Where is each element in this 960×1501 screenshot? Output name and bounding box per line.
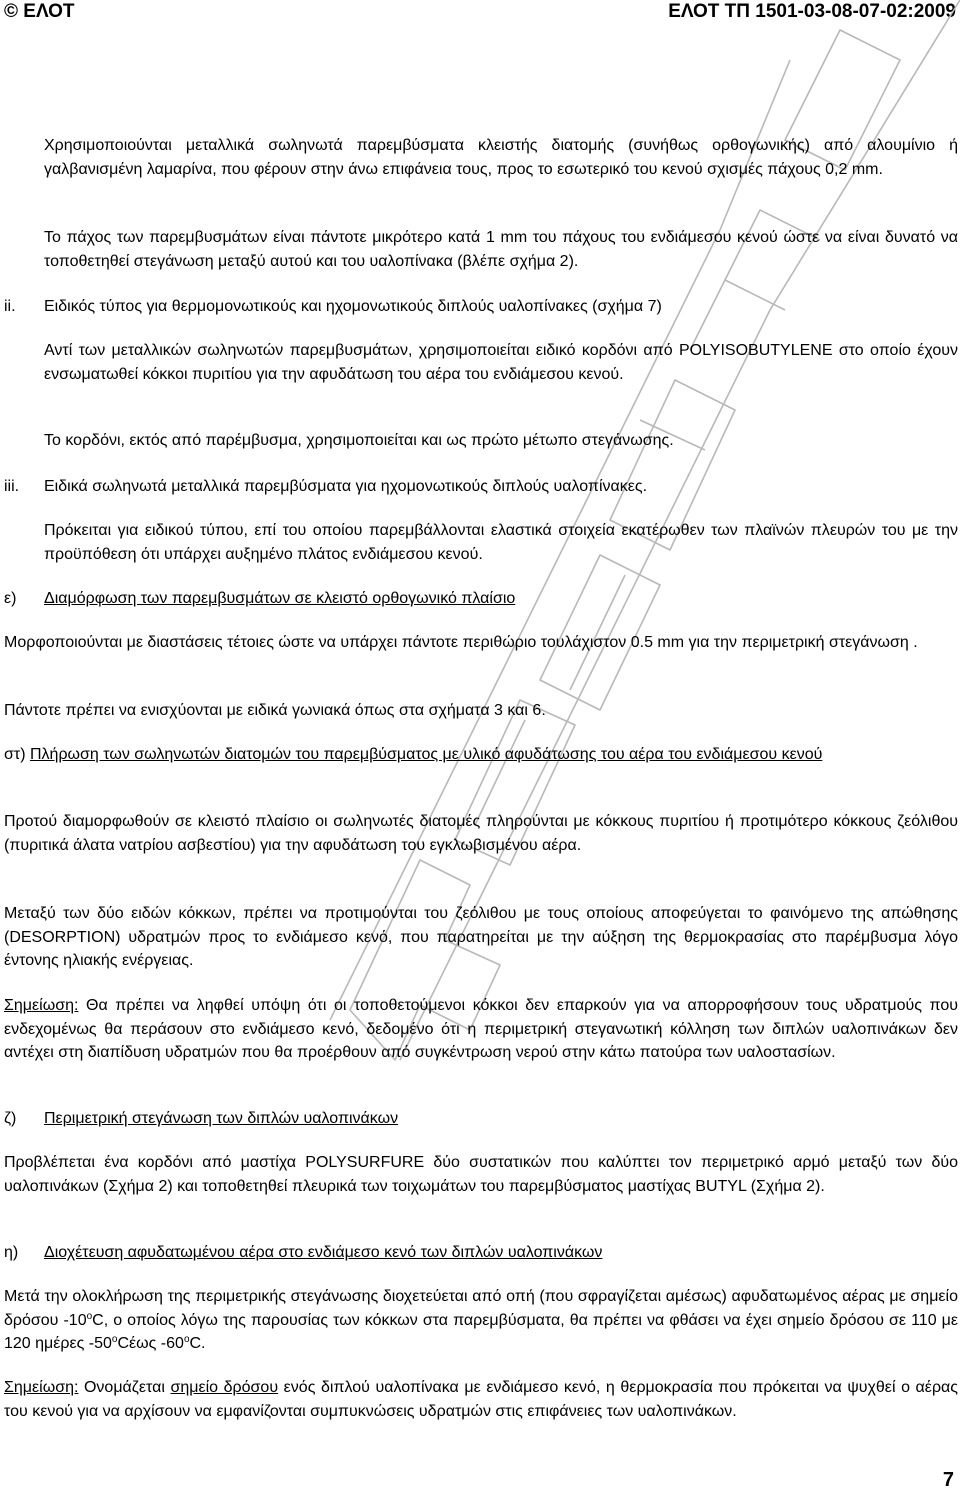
item-iii-title: Ειδικά σωληνωτά μεταλλικά παρεμβύσματα για ηχομονωτικούς διπλούς υαλοπίνακες.	[44, 478, 648, 495]
item-ii-title: Ειδικός τύπος για θερμομονωτικούς και ηχομονωτικούς διπλούς υαλοπίνακες (σχήμα 7)	[44, 298, 662, 315]
section-e-marker: ε)	[4, 590, 17, 607]
page-header	[0, 0, 960, 30]
paragraph-tubular-spacers: Χρησιμοποιούνται μεταλλικά σωληνωτά παρεμβύσματα κλειστής διατομής (συνήθως ορθογωνικής) από αλουμίνιο ή γαλβανισμένη λαμαρίνα, που φέρουν στην άνω επιφάνεια τους, προς το εσωτερικό του κενού σχισμές πάχους 0,2 mm.	[44, 137, 958, 178]
section-e-heading	[4, 587, 958, 611]
item-iii	[4, 475, 958, 499]
item-ii-marker: ii.	[4, 298, 16, 315]
section-z-heading	[4, 1107, 958, 1131]
section-h-marker: η)	[4, 1244, 19, 1261]
section-st-heading	[4, 743, 958, 767]
section-z-title: Περιμετρική στεγάνωση των διπλών υαλοπινάκων	[44, 1110, 399, 1127]
note-dew-point	[4, 1376, 958, 1423]
section-st-marker: στ)	[4, 746, 26, 763]
item-iii-marker: iii.	[4, 478, 20, 495]
dew-point-term: σημείο δρόσου	[170, 1379, 279, 1396]
paragraph-zeolite: Μεταξύ των δύο ειδών κόκκων, πρέπει να προτιμούνται του ζεόλιθου με τους οποίους αποφεύγεται το φαινόμενο της απώθησης (DESORPTION) υδρατμών προς το ενδιάμεσο κενό, που παρατηρείται με την αύξηση της θερμοκρασίας στο παρέμβυσμα λόγο έντονης ηλιακής ενέργειας.	[4, 905, 958, 969]
note-label: Σημείωση:	[4, 1379, 79, 1396]
dry-air-text-3: Cέως -60	[117, 1335, 184, 1352]
dry-air-text-4: C.	[189, 1335, 206, 1352]
dry-air-text-1: Μετά την ολοκλήρωση της περιμετρικής στεγάνωσης διοχετεύεται από οπή (που σφραγίζεται αμέσως) αφυδατωμένος αέρας με σημείο δρόσου -10	[4, 1288, 958, 1329]
degree-sup: o	[183, 1334, 190, 1345]
note-text-1: Ονομάζεται	[78, 1379, 171, 1396]
paragraph-frame-dimensions: Μορφοποιούνται με διαστάσεις τέτοιες ώστε να υπάρχει πάντοτε περιθώριο τουλάχιστον 0.5 mm για την περιμετρική στεγάνωση .	[4, 634, 918, 651]
note-text-2: ενός διπλού υαλοπίνακα με ενδιάμεσο κενό, η θερμοκρασία που πρόκειται να ψυχθεί ο αέρας του κενού για να αρχίσουν να εμφανίζονται συμπυκνώσεις υδρατμών στις επιφάνειες των υαλοπινάκων.	[4, 1379, 959, 1420]
section-e-title: Διαμόρφωση των παρεμβυσμάτων σε κλειστό ορθογωνικό πλαίσιο	[44, 590, 516, 607]
paragraph-spacer-thickness: Το πάχος των παρεμβυσμάτων είναι πάντοτε μικρότερο κατά 1 mm του πάχους του ενδιάμεσου κενού ώστε να είναι δυνατό να τοποθετηθεί στεγάνωση μεταξύ αυτού και του υαλοπίνακα (βλέπε σχήμα 2).	[44, 229, 958, 270]
dry-air-text-2: C, ο οποίος λόγω της παρουσίας των κόκκων στα παρεμβύσματα, θα πρέπει να φθάσει να έχει σημείο δρόσου σε 110 με 120 ημέρες -50	[4, 1311, 959, 1352]
page-number: 7	[942, 1469, 954, 1491]
paragraph-desiccant-fill: Προτού διαμορφωθούν σε κλειστό πλαίσιο οι σωληνωτές διατομές πληρούνται με κόκκους πυριτίου ή προτιμότερο κόκκους ζεόλιθου (πυριτικά άλατα νατρίου ασβεστίου) για την αφυδάτωση του εγκλωβισμένου αέρα.	[4, 813, 958, 854]
section-h-heading	[4, 1241, 958, 1265]
degree-sup: o	[86, 1310, 93, 1322]
paragraph-first-seal: Το κορδόνι, εκτός από παρέμβυσμα, χρησιμοποιείται και ως πρώτο μέτωπο στεγάνωσης.	[44, 432, 674, 449]
document-code: ΕΛΟΤ ΤΠ 1501-03-08-07-02:2009	[668, 1, 956, 22]
note-desiccant	[4, 994, 958, 1065]
copyright-label: © ΕΛΟΤ	[4, 1, 75, 22]
item-ii	[4, 295, 958, 319]
paragraph-polyisobutylene: Αντί των μεταλλικών σωληνωτών παρεμβυσμάτων, χρησιμοποιείται ειδικό κορδόνι από POLYISOBUTYLENE στο οποίο έχουν ενσωματωθεί κόκκοι πυριτίου για την αφυδάτωση του αέρα του ενδιάμεσου κενού.	[44, 342, 958, 383]
paragraph-dry-air	[4, 1285, 958, 1356]
section-z-marker: ζ)	[4, 1110, 17, 1127]
note-text: Θα πρέπει να ληφθεί υπόψη ότι οι τοποθετούμενοι κόκκοι δεν επαρκούν για να απορροφήσουν τους υδρατμούς που ενδεχομένως θα περάσουν στο ενδιάμεσο κενό, δεδομένο ότι η περιμετρική στεγανωτική κόλληση των διπλών υαλοπινάκων δεν αντέχει στη διαπίδυση υδρατμών που θα προέρθουν από συγκέντρωση νερού στην κάτω πατούρα των υαλοστασίων.	[4, 997, 958, 1061]
paragraph-acoustic-spacers: Πρόκειται για ειδικού τύπου, επί του οποίου παρεμβάλλονται ελαστικά στοιχεία εκατέρωθεν των πλαϊνών πλευρών του με την προϋπόθεση ότι υπάρχει αυξημένο πλάτος ενδιάμεσου κενού.	[44, 522, 958, 563]
paragraph-perimeter-seal: Προβλέπεται ένα κορδόνι από μαστίχα POLYSURFURE δύο συστατικών που καλύπτει τον περιμετρικό αρμό μεταξύ των δύο υαλοπινάκων (Σχήμα 2) και τοποθετηθεί πλευρικά των τοιχωμάτων του παρεμβύσματος μαστίχας BUTYL (Σχήμα 2).	[4, 1154, 958, 1195]
degree-sup: o	[111, 1334, 118, 1345]
note-label: Σημείωση:	[4, 997, 79, 1014]
section-st-title: Πλήρωση των σωληνωτών διατομών του παρεμβύσματος με υλικό αφυδάτωσης του αέρα του ενδιάμεσου κενού	[29, 746, 823, 763]
paragraph-corner-reinforcement: Πάντοτε πρέπει να ενισχύονται με ειδικά γωνιακά όπως στα σχήματα 3 και 6.	[4, 702, 546, 719]
section-h-title: Διοχέτευση αφυδατωμένου αέρα στο ενδιάμεσο κενό των διπλών υαλοπινάκων	[44, 1244, 603, 1261]
